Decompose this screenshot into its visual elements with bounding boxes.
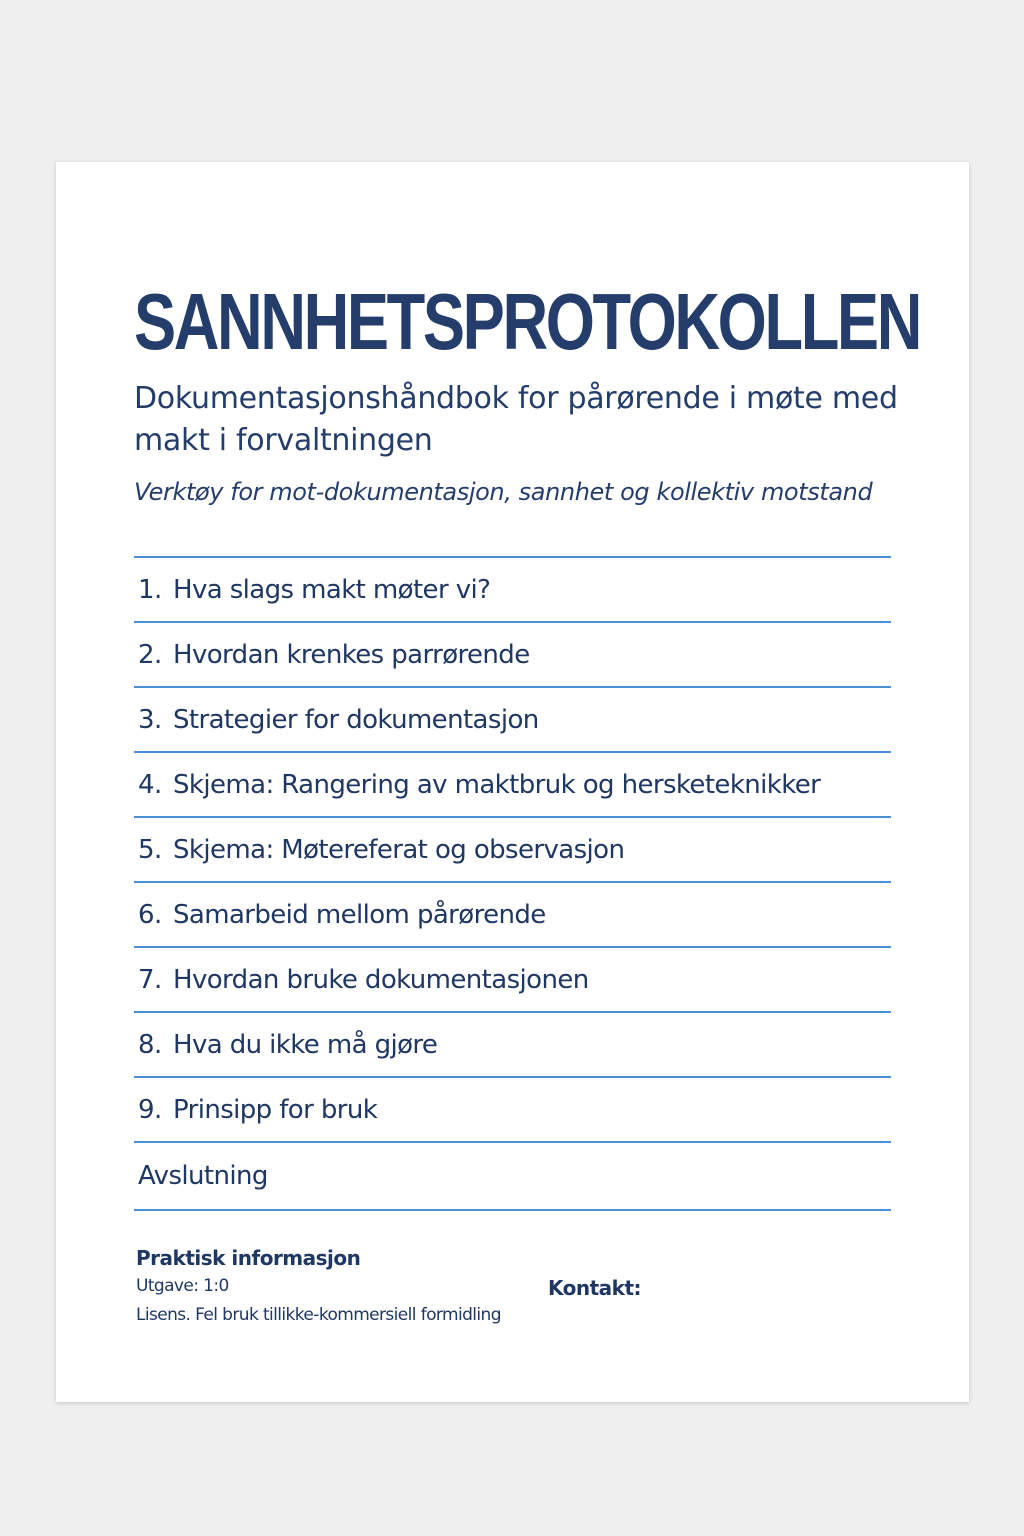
toc-item-label: Prinsipp for bruk <box>173 1094 378 1125</box>
document-subtitle: Dokumentasjonshåndbok for pårørende i møte med makt i forvaltningen <box>134 381 898 458</box>
toc-item-number: 4. <box>138 769 162 800</box>
toc-item-7 <box>134 948 891 1013</box>
toc-item-number: 2. <box>138 639 162 670</box>
toc-item-3 <box>134 688 891 753</box>
toc-item-label: Hvordan krenkes parrørende <box>173 639 530 670</box>
toc-item-label: Skjema: Rangering av maktbruk og hersketeknikker <box>173 769 821 800</box>
contact-label: Kontakt: <box>548 1276 642 1300</box>
document-page <box>56 162 969 1402</box>
toc-item-number: 9. <box>138 1094 162 1125</box>
document-title: SANNHETSPROTOKOLLEN <box>134 277 920 366</box>
license-text: Lisens. Fel bruk tillikke-kommersiell formidling <box>136 1305 501 1325</box>
toc-item-number: 1. <box>138 574 162 605</box>
toc-item-number: 6. <box>138 899 162 930</box>
toc-item-label: Hva slags makt møter vi? <box>173 574 491 605</box>
document-tagline: Verktøy for mot-dokumentasjon, sannhet og kollektiv motstand <box>134 478 873 506</box>
practical-info <box>136 1244 896 1330</box>
toc-item-9 <box>134 1078 891 1143</box>
toc-item-closing <box>134 1143 891 1211</box>
toc-item-label: Samarbeid mellom pårørende <box>173 899 546 930</box>
toc-item-label: Strategier for dokumentasjon <box>173 704 539 735</box>
toc-item-number: 8. <box>138 1029 162 1060</box>
toc-item-5 <box>134 818 891 883</box>
toc-item-label: Avslutning <box>138 1161 268 1191</box>
toc-item-label: Skjema: Møtereferat og observasjon <box>173 834 625 865</box>
toc-item-2 <box>134 623 891 688</box>
toc-item-4 <box>134 753 891 818</box>
toc-item-1 <box>134 558 891 623</box>
toc-item-number: 3. <box>138 704 162 735</box>
toc-item-label: Hva du ikke må gjøre <box>173 1029 438 1060</box>
toc-item-label: Hvordan bruke dokumentasjonen <box>173 964 589 995</box>
toc-item-number: 7. <box>138 964 162 995</box>
toc-item-number: 5. <box>138 834 162 865</box>
toc-item-6 <box>134 883 891 948</box>
toc-item-8 <box>134 1013 891 1078</box>
practical-info-heading: Praktisk informasjon <box>136 1246 361 1270</box>
table-of-contents <box>134 556 891 1211</box>
edition-text: Utgave: 1:0 <box>136 1276 229 1296</box>
